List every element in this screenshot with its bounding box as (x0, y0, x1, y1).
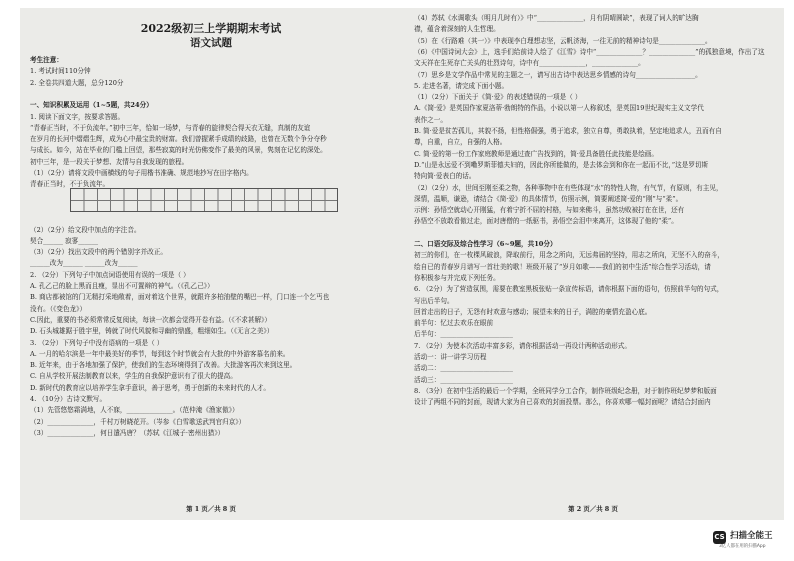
text-line: （2）（2分）水，世间至刚至柔之物，各种事物中在有些体现“水”的特性人物，有气节，有原则，有主见， (414, 183, 723, 192)
camscanner-logo-icon: CS (713, 531, 726, 544)
text-line: 你积极参与并完成下列任务。 (414, 273, 500, 282)
text-line: 在岁月的长河中熠熠生辉，成为心中最宝贵的财富。我们曾握紧手成绩的歧路，也曾在无数个争分夺秒 (30, 135, 327, 144)
text-line: 活动二：______________________ (414, 364, 513, 373)
camscanner-tagline: 3亿人都在用的扫描App (719, 544, 766, 549)
text-line: 2. 全卷共四道大题，总分120分 (30, 78, 124, 87)
page-2-column (402, 8, 784, 520)
camscanner-brand: 扫描全能王 (730, 531, 773, 541)
page-footer-1: 第 1 页／共 8 页 (186, 505, 236, 513)
text-line: 3. （2分）下列句子中没有语病的一项是（ ） (30, 338, 164, 347)
text-line: A. 孔乙己的脸上黑而且瘦，显出不可置辩的神气。（《孔乙己》） (30, 282, 214, 290)
text-line: 绘自已的青春岁月谱写一首壮美的歌！班级开展了“岁月如歌——我们的初中生活”综合性学习活动，请 (414, 262, 711, 271)
text-line: 回首走出的日子，无怨有时欢意与感动；展望未来的日子，满腔的豪情充盈心底。 (414, 307, 652, 316)
text-line: 襟，蕴含着深刻的人生哲理。 (414, 25, 500, 34)
text-line: （1）先管悠悠霜满地，人不寐，______________。（范仲淹《渔家傲》） (30, 406, 239, 415)
exam-title: 2022级初三上学期期末考试 (140, 22, 282, 35)
text-line: 6. （2分）为了营造氛围，需要在教室黑板张贴一条宣传标语，请你根据下面的语句，仿照前半句的句式， (414, 285, 724, 294)
text-line: 文天祥在生死存亡关头的壮烈诗句，诗中有______________，______________。 (414, 59, 645, 68)
text-line: 青春正当时，不于负流年。 (30, 180, 110, 189)
text-line: D. 新时代的教育应以培养学生拿手意识，善于思考，勇于创新的未来时代的人才。 (30, 383, 271, 392)
text-line: （7）思乡是文学作品中常见的主题之一，请写出古诗中表达思乡情感的诗句__________________。 (414, 70, 702, 79)
text-line: （4）苏轼《水调歌头（明月几时有）》中“______________，月有阴晴圆缺”，表现了词人的旷达胸 (414, 14, 699, 22)
text-line: 二、口语交际及综合性学习（6~9题，共10分） (414, 240, 557, 248)
text-line: A.《简·爱》是英国作家夏洛蒂·勃朗特的作品，小说以第一人称叙述，是英国19世纪现实主义文学代 (414, 104, 704, 113)
text-line: （2）（2分）给文段中加点的字注音。 (30, 225, 141, 234)
page-footer-2: 第 2 页／共 8 页 (568, 505, 618, 513)
writing-grid (70, 188, 338, 212)
text-line: （1）（2分）下面关于《简·爱》的表述错误的一项是（ ） (414, 93, 582, 102)
text-line: 设计了两组不同的封面，现请大家为自己喜欢的封面投票。那么，你喜欢哪一幅封面呢？请结合封面内 (414, 398, 711, 407)
text-line: B. 简·爱是贫苦孤儿，其貌不扬，但性格倔强，勇于追求，独立自尊，勇敢执着，坚定地追求人，丑而有自 (414, 127, 722, 135)
text-line: （1）（2分）请将文段中画横线的句子用楷书准确、规范地抄写在田字格内。 (30, 169, 253, 177)
text-line: 一、知识积累及运用（1~5题，共24分） (30, 101, 153, 110)
text-line: 孙悟空不放敢看傲过走，面对唐僧的一纸驱书，孙悟空会泪中来离开，这体现了他的“柔”。 (414, 217, 678, 226)
text-line: “青春正当时，不于负流年。”初中三年，恰如一场梦，与青春的旋律契合得天衣无缝，真制的友谊 (30, 123, 311, 132)
text-line: B. 近年来，由于各地加强了保护，使我们的生态环境得到了改善。大批游客再次来到这里。 (30, 361, 297, 370)
text-line: 初三的你们，在一枚棵风破浪，降取前行，用念之所向，无远弗届的坚持，用志之所向，无坚不入的奋斗， (414, 251, 724, 260)
text-line: 初中三年，是一段关于梦想、友情与自我发现的旅程。 (30, 157, 189, 166)
text-line: 尊，自重，自立，自强的人格。 (414, 138, 507, 147)
text-line: C.因此，重要的书必须常常反复阅读，每读一次都会觉得开卷有益。（《不求甚解》） (30, 315, 271, 324)
scanned-exam-sheet (20, 8, 784, 520)
text-line: 后半句：______________________ (414, 330, 513, 339)
text-line: 8. （3分）在初中生活的最后一个学期，全班同学分工合作，制作班级纪念册，对于制作班纪梦梦和版面 (414, 386, 717, 395)
text-line: 1. 阅读下面文字，按要求答题。 (30, 112, 125, 121)
text-line: 活动三：______________________ (414, 375, 513, 384)
text-line: B. 商店都被馆的门无精打采地敞着，面对着这个世界，就跟许多柏油壁的嘴巴一样，门口连一个乞丐也 (30, 293, 330, 302)
page-1-column (20, 8, 402, 520)
text-line: （3）（2分）找出文段中的两个错别字并改正。 (30, 248, 167, 257)
text-line: C. 自从学校开展法制教育以来，学生的自我保护意识有了很大的提高。 (30, 372, 237, 381)
text-line: D.“山是永远爱不到嘞罗斯菲德夫妇的，因此你所能做的，是去体会到和你在一起而不比，”这是罗切斯 (414, 160, 709, 169)
text-line: C. 简·爱的第一份工作家庭教师是通过查广告找到的，简·爱具备胜任此技能是绘画。 (414, 149, 658, 158)
exam-subtitle: 语文试题 (190, 37, 232, 49)
text-line: 没有。（《变色龙》） (30, 304, 87, 313)
text-line: 7. （2分）为使本次活动丰富多彩，请你根据活动一再设计两种活动形式。 (414, 341, 631, 350)
text-line: （2）______________，千村万树晓花开。（岑参《白雪歌送武判官归京》） (30, 417, 246, 426)
text-line: 示例：孙悟空就动心开刚猛，有着宁折不屈的村格，与如来佛斗，虽然功败被打在在世，还有 (414, 206, 685, 215)
text-line: （6）《中国诗词大会》上，选手们给前诗人绘了《江雪》诗中“______________？______________”的孤独意境，作出了这 (414, 47, 765, 56)
text-line: 4. （10分）古诗文默写。 (30, 395, 107, 403)
text-line: 特向简·爱表白的话。 (414, 172, 476, 181)
text-line: D. 石头城雄踞于胜宇里，铸就了时代风貌和寻幽的鼎盛，粗细如生。（《无言之美》） (30, 327, 274, 336)
text-line: 考生注意： (30, 56, 63, 64)
text-line: 1. 考试时间110分钟 (30, 67, 91, 76)
text-line: （5）在《行路难（其一）》中表现李白理想志坚，云帆济海，一往无前的精神诗句是______________。 (414, 36, 712, 45)
text-line: ______改为______ ______改为______ (30, 259, 138, 268)
text-line: A. 一月的哈尔滨是一年中最美好的季节，每到这个时节就会有大批的中外游客慕名前来。 (30, 349, 290, 358)
text-line: 写出后半句。 (414, 296, 454, 305)
text-line: 5. 走进名著，请完成下面小题。 (414, 81, 509, 90)
text-line: 2. （2分）下列句子中加点词语使用有误的一项是（ ） (30, 270, 190, 279)
text-line: （3）______________，何日遣冯唐？（苏轼《江城子·密州出猎》） (30, 428, 225, 437)
text-line: 前半句：忆过去欢乐在眼前 (414, 319, 494, 328)
text-line: 契合______ 寂寥______ (30, 236, 99, 245)
text-line: 深情，温顺，谦逊，请结合《简·爱》的具体情节，仿照示例，简要阐述简·爱的“刚”与“柔”。 (414, 194, 683, 203)
text-line: 与成长。如今，站在毕业的门槛上回望，那些寂寞的时光仿佛变作了最美的风景，隽刻在记忆的深处。 (30, 146, 327, 155)
text-line: 活动一：讲一讲学习历程 (414, 353, 487, 361)
text-line: 表作之一。 (414, 115, 447, 124)
